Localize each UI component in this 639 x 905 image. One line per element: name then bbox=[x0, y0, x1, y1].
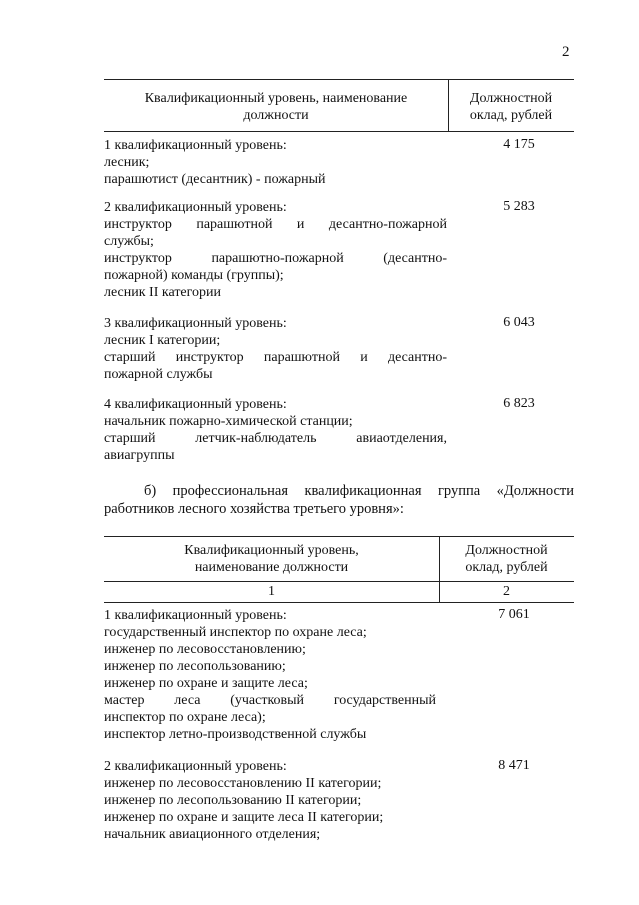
header-salary-cell bbox=[439, 542, 574, 576]
column-number-1: 1 bbox=[268, 584, 275, 599]
header-level-line: должности bbox=[243, 108, 309, 123]
paragraph-line: б) профессиональная квалификационная группа «Должности bbox=[144, 483, 574, 499]
header-level-cell bbox=[104, 90, 448, 124]
header-bottom-border bbox=[104, 602, 574, 603]
header-salary-cell bbox=[448, 90, 574, 124]
position-line: лесник I категории; bbox=[104, 333, 221, 348]
header-level-cell bbox=[104, 542, 439, 576]
header-bottom-border bbox=[104, 131, 574, 132]
position-line: пожарной службы bbox=[104, 367, 213, 382]
position-line: инженер по охране и защите леса II категории; bbox=[104, 810, 384, 825]
header-level-line: наименование должности bbox=[194, 560, 349, 575]
position-line: мастер леса (участковый государственный bbox=[104, 693, 436, 708]
qualification-level: 3 квалификационный уровень: bbox=[104, 316, 287, 331]
header-level-line: Квалификационный уровень, bbox=[184, 543, 359, 558]
qualification-description bbox=[104, 396, 447, 464]
header-divider bbox=[104, 581, 574, 582]
salary-value: 7 061 bbox=[498, 607, 530, 622]
header-salary-line: оклад, рублей bbox=[469, 108, 553, 123]
header-salary-line: Должностной bbox=[469, 91, 553, 106]
qualification-level: 2 квалификационный уровень: bbox=[104, 759, 287, 774]
header-level-line: Квалификационный уровень, наименование bbox=[144, 91, 408, 106]
table-top-border bbox=[104, 536, 574, 537]
position-line: начальник авиационного отделения; bbox=[104, 827, 321, 842]
salary-value: 5 283 bbox=[503, 199, 535, 214]
position-line: лесник II категории bbox=[104, 285, 222, 300]
position-line: лесник; bbox=[104, 155, 150, 170]
position-line: инструктор парашютно-пожарной (десантно- bbox=[104, 251, 447, 266]
position-line: старший летчик-наблюдатель авиаотделения, bbox=[104, 431, 447, 446]
position-line: пожарной) команды (группы); bbox=[104, 268, 284, 283]
qualification-description bbox=[104, 199, 447, 301]
position-line: инженер по охране и защите леса; bbox=[104, 676, 308, 691]
qualification-description bbox=[104, 137, 447, 188]
header-salary-line: оклад, рублей bbox=[465, 560, 548, 575]
position-line: государственный инспектор по охране леса; bbox=[104, 625, 367, 640]
position-line: службы; bbox=[104, 234, 154, 249]
position-line: инспектор летно-производственной службы bbox=[104, 727, 367, 742]
qualification-description bbox=[104, 607, 436, 743]
qualification-description bbox=[104, 758, 436, 843]
salary-value: 6 043 bbox=[503, 315, 535, 330]
qualification-description bbox=[104, 315, 447, 383]
page-number: 2 bbox=[562, 44, 570, 60]
salary-value: 6 823 bbox=[503, 396, 535, 411]
salary-value: 4 175 bbox=[503, 137, 535, 152]
salary-value: 8 471 bbox=[498, 758, 530, 773]
paragraph-line: работников лесного хозяйства третьего уровня»: bbox=[104, 501, 404, 517]
position-line: начальник пожарно-химической станции; bbox=[104, 414, 353, 429]
position-line: инспектор по охране леса); bbox=[104, 710, 266, 725]
qualification-level: 1 квалификационный уровень: bbox=[104, 608, 287, 623]
position-line: авиагруппы bbox=[104, 448, 175, 463]
header-salary-line: Должностной bbox=[465, 543, 548, 558]
position-line: инструктор парашютной и десантно-пожарной bbox=[104, 217, 447, 232]
table-top-border bbox=[104, 79, 574, 80]
section-paragraph bbox=[104, 482, 574, 518]
position-line: старший инструктор парашютной и десантно- bbox=[104, 350, 447, 365]
position-line: парашютист (десантник) - пожарный bbox=[104, 172, 326, 187]
position-line: инженер по лесопользованию; bbox=[104, 659, 286, 674]
qualification-level: 2 квалификационный уровень: bbox=[104, 200, 287, 215]
column-number-2: 2 bbox=[503, 584, 510, 599]
position-line: инженер по лесовосстановлению; bbox=[104, 642, 306, 657]
qualification-level: 4 квалификационный уровень: bbox=[104, 397, 287, 412]
position-line: инженер по лесовосстановлению II категории; bbox=[104, 776, 382, 791]
position-line: инженер по лесопользованию II категории; bbox=[104, 793, 362, 808]
qualification-level: 1 квалификационный уровень: bbox=[104, 138, 287, 153]
